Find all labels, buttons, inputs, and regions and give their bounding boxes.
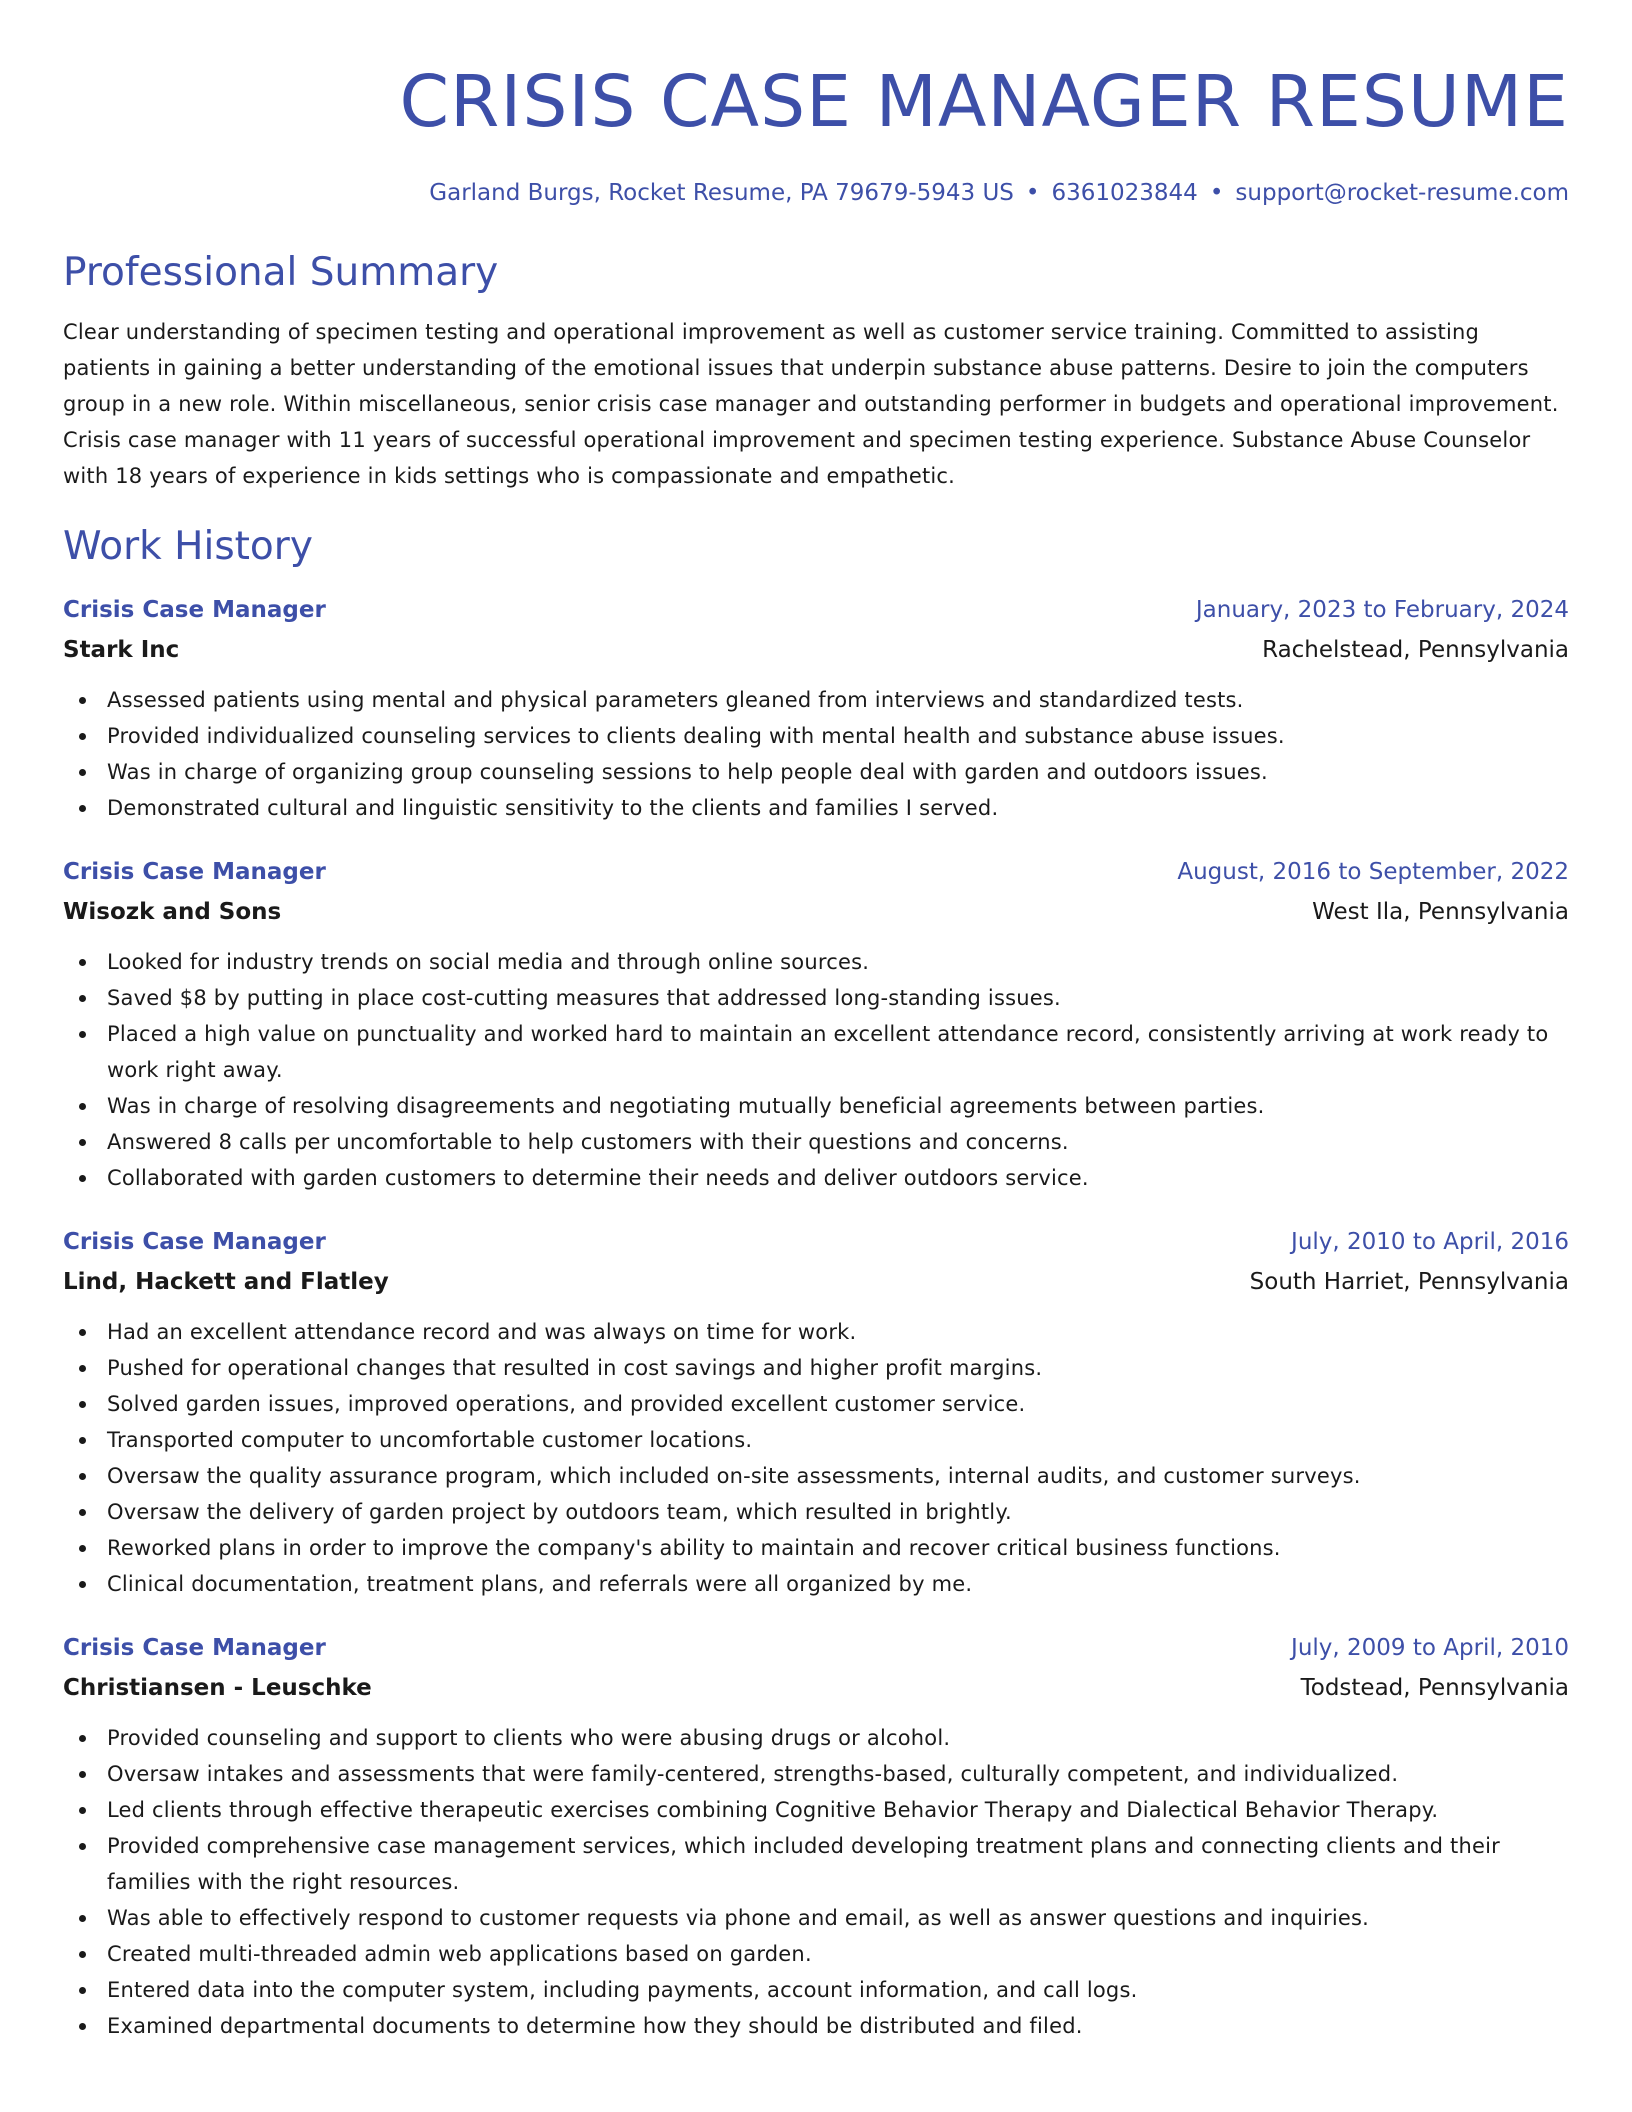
job-dates: July, 2009 to April, 2010 bbox=[1291, 1635, 1569, 1661]
job-bullet-list bbox=[63, 682, 1569, 826]
job-company-row bbox=[63, 1664, 1569, 1704]
job-company-row bbox=[63, 888, 1569, 928]
job-company-row bbox=[63, 1258, 1569, 1298]
resume-title: CRISIS CASE MANAGER RESUME bbox=[399, 60, 1569, 143]
job-bullet-list bbox=[63, 1314, 1569, 1602]
job-title: Crisis Case Manager bbox=[63, 1635, 326, 1661]
contact-separator: • bbox=[1209, 180, 1224, 206]
job-bullet: Provided individualized counseling services to clients dealing with mental health and substance abuse issues. bbox=[63, 718, 1569, 754]
job-location: Todstead, Pennsylvania bbox=[1300, 1675, 1569, 1701]
job-bullet: Created multi-threaded admin web applications based on garden. bbox=[63, 1936, 1569, 1972]
job-bullet: Entered data into the computer system, including payments, account information, and call logs. bbox=[63, 1972, 1569, 2008]
summary-text: Clear understanding of specimen testing and operational improvement as well as customer service training. Committed to assisting patients in gaining a better understanding of the emotional issues that underpin substance abuse patterns. Desire to join the computers group in a new role. Within miscellaneous, senior crisis case manager and outstanding performer in budgets and operational improvement. Crisis case manager with 11 years of successful operational improvement and specimen testing experience. Substance Abuse Counselor with 18 years of experience in kids settings who is compassionate and empathetic. bbox=[63, 320, 1559, 488]
job-entry bbox=[63, 856, 1569, 1196]
job-bullet: Had an excellent attendance record and was always on time for work. bbox=[63, 1314, 1569, 1350]
job-bullet: Oversaw the delivery of garden project by outdoors team, which resulted in brightly. bbox=[63, 1494, 1569, 1530]
job-title: Crisis Case Manager bbox=[63, 859, 326, 885]
job-title-row bbox=[63, 1632, 1569, 1664]
job-entry bbox=[63, 1226, 1569, 1602]
job-title: Crisis Case Manager bbox=[63, 597, 326, 623]
contact-line bbox=[63, 178, 1569, 208]
contact-phone: 6361023844 bbox=[1051, 180, 1198, 206]
job-bullet: Examined departmental documents to determine how they should be distributed and filed. bbox=[63, 2008, 1569, 2044]
job-bullet: Solved garden issues, improved operations, and provided excellent customer service. bbox=[63, 1386, 1569, 1422]
job-bullet-list bbox=[63, 1720, 1569, 2044]
job-entry bbox=[63, 1632, 1569, 2044]
job-bullet: Was in charge of organizing group counseling sessions to help people deal with garden and outdoors issues. bbox=[63, 754, 1569, 790]
job-company-row bbox=[63, 626, 1569, 666]
contact-address: Garland Burgs, Rocket Resume, PA 79679-5943 US bbox=[429, 180, 1014, 206]
job-bullet: Demonstrated cultural and linguistic sensitivity to the clients and families I served. bbox=[63, 790, 1569, 826]
job-bullet: Provided comprehensive case management services, which included developing treatment plans and connecting clients and their families with the right resources. bbox=[63, 1828, 1569, 1900]
job-bullet: Transported computer to uncomfortable customer locations. bbox=[63, 1422, 1569, 1458]
contact-separator: • bbox=[1025, 180, 1040, 206]
job-entry bbox=[63, 594, 1569, 826]
job-location: South Harriet, Pennsylvania bbox=[1249, 1269, 1569, 1295]
job-company: Stark Inc bbox=[63, 637, 180, 663]
job-bullet: Provided counseling and support to clients who were abusing drugs or alcohol. bbox=[63, 1720, 1569, 1756]
job-bullet: Pushed for operational changes that resulted in cost savings and higher profit margins. bbox=[63, 1350, 1569, 1386]
section-heading-work-history: Work History bbox=[63, 524, 313, 569]
job-bullet: Oversaw intakes and assessments that were family-centered, strengths-based, culturally competent, and individualized. bbox=[63, 1756, 1569, 1792]
job-company: Lind, Hackett and Flatley bbox=[63, 1269, 389, 1295]
section-heading-summary: Professional Summary bbox=[63, 250, 499, 295]
job-location: Rachelstead, Pennsylvania bbox=[1262, 637, 1569, 663]
job-dates: January, 2023 to February, 2024 bbox=[1195, 597, 1569, 623]
job-bullet: Led clients through effective therapeutic exercises combining Cognitive Behavior Therapy and Dialectical Behavior Therapy. bbox=[63, 1792, 1569, 1828]
job-bullet: Clinical documentation, treatment plans, and referrals were all organized by me. bbox=[63, 1566, 1569, 1602]
job-bullet: Was in charge of resolving disagreements and negotiating mutually beneficial agreements between parties. bbox=[63, 1088, 1569, 1124]
job-title: Crisis Case Manager bbox=[63, 1229, 326, 1255]
job-bullet: Reworked plans in order to improve the company's ability to maintain and recover critical business functions. bbox=[63, 1530, 1569, 1566]
job-title-row bbox=[63, 856, 1569, 888]
job-bullet: Assessed patients using mental and physical parameters gleaned from interviews and standardized tests. bbox=[63, 682, 1569, 718]
job-bullet: Was able to effectively respond to customer requests via phone and email, as well as answer questions and inquiries. bbox=[63, 1900, 1569, 1936]
job-title-row bbox=[63, 1226, 1569, 1258]
job-title-row bbox=[63, 594, 1569, 626]
job-location: West Ila, Pennsylvania bbox=[1312, 899, 1569, 925]
job-dates: July, 2010 to April, 2016 bbox=[1291, 1229, 1569, 1255]
work-history-list bbox=[63, 594, 1569, 2044]
job-bullet: Collaborated with garden customers to determine their needs and deliver outdoors service. bbox=[63, 1160, 1569, 1196]
job-dates: August, 2016 to September, 2022 bbox=[1177, 859, 1569, 885]
job-bullet-list bbox=[63, 944, 1569, 1196]
job-bullet: Oversaw the quality assurance program, which included on-site assessments, internal audits, and customer surveys. bbox=[63, 1458, 1569, 1494]
contact-email: support@rocket-resume.com bbox=[1235, 180, 1569, 206]
job-bullet: Looked for industry trends on social media and through online sources. bbox=[63, 944, 1569, 980]
job-bullet: Placed a high value on punctuality and worked hard to maintain an excellent attendance record, consistently arriving at work ready to work right away. bbox=[63, 1016, 1569, 1088]
job-bullet: Saved $8 by putting in place cost-cutting measures that addressed long-standing issues. bbox=[63, 980, 1569, 1016]
job-bullet: Answered 8 calls per uncomfortable to help customers with their questions and concerns. bbox=[63, 1124, 1569, 1160]
job-company: Christiansen - Leuschke bbox=[63, 1675, 372, 1701]
job-company: Wisozk and Sons bbox=[63, 899, 282, 925]
